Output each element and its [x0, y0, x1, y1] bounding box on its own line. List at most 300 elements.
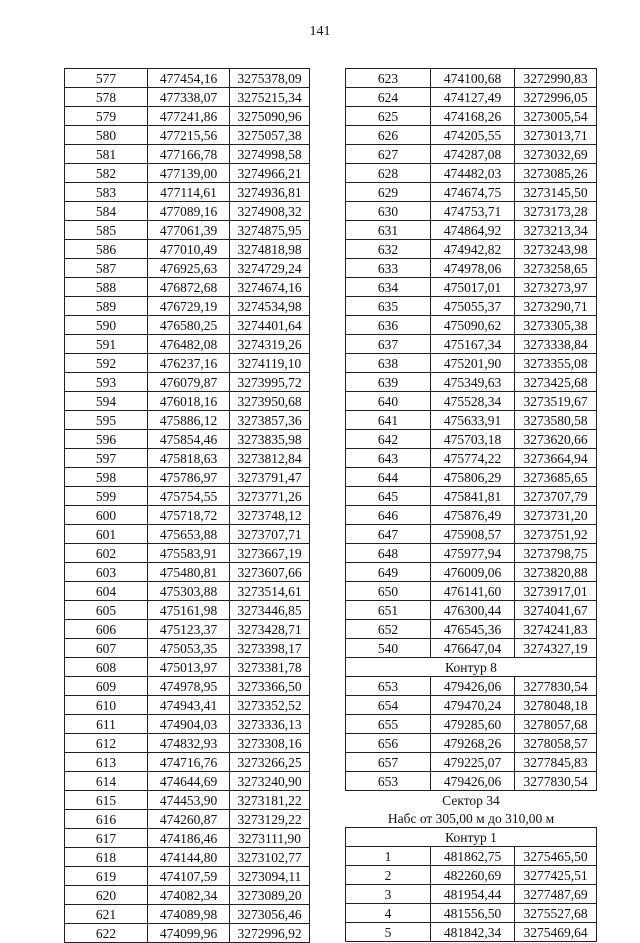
point-number-cell: 580 — [65, 126, 148, 145]
x-coordinate-cell: 474753,71 — [431, 202, 515, 221]
x-coordinate-cell: 474904,03 — [148, 715, 230, 734]
table-row — [65, 373, 310, 392]
point-number-cell: 656 — [346, 734, 431, 753]
y-coordinate-cell: 3272990,83 — [515, 69, 597, 88]
y-coordinate-cell: 3274818,98 — [230, 240, 310, 259]
y-coordinate-cell: 3273308,16 — [230, 734, 310, 753]
point-number-cell: 634 — [346, 278, 431, 297]
contour-8-header-row — [346, 658, 597, 677]
table-row — [65, 753, 310, 772]
point-number-cell: 583 — [65, 183, 148, 202]
y-coordinate-cell: 3274119,10 — [230, 354, 310, 373]
table-row — [65, 278, 310, 297]
point-number-cell: 620 — [65, 886, 148, 905]
point-number-cell: 638 — [346, 354, 431, 373]
x-coordinate-cell: 475703,18 — [431, 430, 515, 449]
x-coordinate-cell: 474089,98 — [148, 905, 230, 924]
page-number: 141 — [309, 24, 331, 39]
y-coordinate-cell: 3273305,38 — [515, 316, 597, 335]
table-row — [65, 848, 310, 867]
y-coordinate-cell: 3275527,68 — [515, 904, 597, 923]
y-coordinate-cell: 3274729,24 — [230, 259, 310, 278]
y-coordinate-cell: 3273032,69 — [515, 145, 597, 164]
y-coordinate-cell: 3273707,79 — [515, 487, 597, 506]
table-row — [65, 658, 310, 677]
x-coordinate-cell: 481862,75 — [431, 847, 515, 866]
x-coordinate-cell: 482260,69 — [431, 866, 515, 885]
table-row — [346, 904, 597, 923]
y-coordinate-cell: 3273514,61 — [230, 582, 310, 601]
x-coordinate-cell: 474644,69 — [148, 772, 230, 791]
y-coordinate-cell: 3277845,83 — [515, 753, 597, 772]
point-number-cell: 633 — [346, 259, 431, 278]
table-row — [346, 620, 597, 639]
point-number-cell: 582 — [65, 164, 148, 183]
y-coordinate-cell: 3273366,50 — [230, 677, 310, 696]
x-coordinate-cell: 475090,62 — [431, 316, 515, 335]
table-row — [346, 202, 597, 221]
point-number-cell: 611 — [65, 715, 148, 734]
table-row — [346, 183, 597, 202]
point-number-cell: 654 — [346, 696, 431, 715]
y-coordinate-cell: 3273240,90 — [230, 772, 310, 791]
x-coordinate-cell: 477010,49 — [148, 240, 230, 259]
x-coordinate-cell: 475774,22 — [431, 449, 515, 468]
table-row — [65, 88, 310, 107]
y-coordinate-cell: 3278048,18 — [515, 696, 597, 715]
x-coordinate-cell: 477215,56 — [148, 126, 230, 145]
x-coordinate-cell: 475053,35 — [148, 639, 230, 658]
table-row — [65, 183, 310, 202]
table-row — [65, 221, 310, 240]
table-row — [346, 88, 597, 107]
x-coordinate-cell: 479426,06 — [431, 772, 515, 791]
table-row — [346, 715, 597, 734]
x-coordinate-cell: 474978,06 — [431, 259, 515, 278]
table-row — [346, 582, 597, 601]
point-number-cell: 641 — [346, 411, 431, 430]
x-coordinate-cell: 477089,16 — [148, 202, 230, 221]
y-coordinate-cell: 3273085,26 — [515, 164, 597, 183]
x-coordinate-cell: 477241,86 — [148, 107, 230, 126]
x-coordinate-cell: 474168,26 — [431, 107, 515, 126]
point-number-cell: 606 — [65, 620, 148, 639]
x-coordinate-cell: 476545,36 — [431, 620, 515, 639]
y-coordinate-cell: 3278058,57 — [515, 734, 597, 753]
table-row — [65, 145, 310, 164]
x-coordinate-cell: 474260,87 — [148, 810, 230, 829]
x-coordinate-cell: 475908,57 — [431, 525, 515, 544]
table-row — [346, 221, 597, 240]
point-number-cell: 613 — [65, 753, 148, 772]
x-coordinate-cell: 481842,34 — [431, 923, 515, 942]
point-number-cell: 2 — [346, 866, 431, 885]
y-coordinate-cell: 3273620,66 — [515, 430, 597, 449]
table-row — [346, 107, 597, 126]
y-coordinate-cell: 3274966,21 — [230, 164, 310, 183]
x-coordinate-cell: 474832,93 — [148, 734, 230, 753]
table-row — [65, 506, 310, 525]
x-coordinate-cell: 477454,16 — [148, 69, 230, 88]
table-row — [65, 525, 310, 544]
x-coordinate-cell: 474099,96 — [148, 924, 230, 943]
x-coordinate-cell: 475167,34 — [431, 335, 515, 354]
table-row — [346, 866, 597, 885]
y-coordinate-cell: 3275215,34 — [230, 88, 310, 107]
x-coordinate-cell: 475977,94 — [431, 544, 515, 563]
table-row — [65, 734, 310, 753]
point-number-cell: 1 — [346, 847, 431, 866]
y-coordinate-cell: 3273338,84 — [515, 335, 597, 354]
x-coordinate-cell: 474082,34 — [148, 886, 230, 905]
table-row — [346, 544, 597, 563]
point-number-cell: 642 — [346, 430, 431, 449]
y-coordinate-cell: 3273751,92 — [515, 525, 597, 544]
point-number-cell: 653 — [346, 772, 431, 791]
table-row — [65, 354, 310, 373]
x-coordinate-cell: 474453,90 — [148, 791, 230, 810]
y-coordinate-cell: 3273771,26 — [230, 487, 310, 506]
table-row — [346, 601, 597, 620]
table-row — [346, 487, 597, 506]
point-number-cell: 591 — [65, 335, 148, 354]
point-number-cell: 615 — [65, 791, 148, 810]
point-number-cell: 636 — [346, 316, 431, 335]
table-row — [65, 696, 310, 715]
x-coordinate-cell: 476482,08 — [148, 335, 230, 354]
table-row — [346, 69, 597, 88]
y-coordinate-cell: 3274319,26 — [230, 335, 310, 354]
y-coordinate-cell: 3273428,71 — [230, 620, 310, 639]
point-number-cell: 631 — [346, 221, 431, 240]
y-coordinate-cell: 3275469,64 — [515, 923, 597, 942]
point-number-cell: 599 — [65, 487, 148, 506]
x-coordinate-cell: 474943,41 — [148, 696, 230, 715]
point-number-cell: 637 — [346, 335, 431, 354]
y-coordinate-cell: 3273355,08 — [515, 354, 597, 373]
point-number-cell: 649 — [346, 563, 431, 582]
y-coordinate-cell: 3273820,88 — [515, 563, 597, 582]
point-number-cell: 589 — [65, 297, 148, 316]
point-number-cell: 4 — [346, 904, 431, 923]
point-number-cell: 622 — [65, 924, 148, 943]
table-row — [346, 639, 597, 658]
x-coordinate-cell: 474287,08 — [431, 145, 515, 164]
x-coordinate-cell: 476925,63 — [148, 259, 230, 278]
point-number-cell: 602 — [65, 544, 148, 563]
point-number-cell: 647 — [346, 525, 431, 544]
x-coordinate-cell: 475480,81 — [148, 563, 230, 582]
table-row — [65, 582, 310, 601]
x-coordinate-cell: 479268,26 — [431, 734, 515, 753]
table-row — [65, 715, 310, 734]
table-row — [346, 259, 597, 278]
x-coordinate-cell: 475886,12 — [148, 411, 230, 430]
point-number-cell: 593 — [65, 373, 148, 392]
point-number-cell: 597 — [65, 449, 148, 468]
x-coordinate-cell: 476729,19 — [148, 297, 230, 316]
point-number-cell: 540 — [346, 639, 431, 658]
x-coordinate-cell: 476141,60 — [431, 582, 515, 601]
table-row — [65, 772, 310, 791]
table-row — [346, 411, 597, 430]
point-number-cell: 578 — [65, 88, 148, 107]
x-coordinate-cell: 476647,04 — [431, 639, 515, 658]
point-number-cell: 619 — [65, 867, 148, 886]
point-number-cell: 601 — [65, 525, 148, 544]
table-row — [346, 430, 597, 449]
y-coordinate-cell: 3273707,71 — [230, 525, 310, 544]
y-coordinate-cell: 3273398,17 — [230, 639, 310, 658]
y-coordinate-cell: 3273950,68 — [230, 392, 310, 411]
y-coordinate-cell: 3273917,01 — [515, 582, 597, 601]
point-number-cell: 652 — [346, 620, 431, 639]
table-row — [65, 829, 310, 848]
point-number-cell: 581 — [65, 145, 148, 164]
table-row — [346, 772, 597, 791]
y-coordinate-cell: 3275465,50 — [515, 847, 597, 866]
y-coordinate-cell: 3275090,96 — [230, 107, 310, 126]
x-coordinate-cell: 474127,49 — [431, 88, 515, 107]
point-number-cell: 3 — [346, 885, 431, 904]
contour-1-header: Контур 1 — [346, 828, 597, 847]
x-coordinate-cell: 474100,68 — [431, 69, 515, 88]
x-coordinate-cell: 476079,87 — [148, 373, 230, 392]
point-number-cell: 5 — [346, 923, 431, 942]
table-row — [346, 145, 597, 164]
x-coordinate-cell: 481954,44 — [431, 885, 515, 904]
y-coordinate-cell: 3273995,72 — [230, 373, 310, 392]
table-row — [65, 620, 310, 639]
y-coordinate-cell: 3273181,22 — [230, 791, 310, 810]
table-row — [65, 924, 310, 943]
point-number-cell: 635 — [346, 297, 431, 316]
y-coordinate-cell: 3273173,28 — [515, 202, 597, 221]
table-row — [65, 449, 310, 468]
point-number-cell: 632 — [346, 240, 431, 259]
x-coordinate-cell: 477338,07 — [148, 88, 230, 107]
x-coordinate-cell: 474864,92 — [431, 221, 515, 240]
x-coordinate-cell: 475349,63 — [431, 373, 515, 392]
y-coordinate-cell: 3273352,52 — [230, 696, 310, 715]
table-row — [65, 259, 310, 278]
table-row — [65, 411, 310, 430]
x-coordinate-cell: 475055,37 — [431, 297, 515, 316]
y-coordinate-cell: 3273857,36 — [230, 411, 310, 430]
y-coordinate-cell: 3273381,78 — [230, 658, 310, 677]
y-coordinate-cell: 3277830,54 — [515, 677, 597, 696]
y-coordinate-cell: 3273519,67 — [515, 392, 597, 411]
point-number-cell: 610 — [65, 696, 148, 715]
height-range-label-row — [346, 809, 597, 828]
point-number-cell: 626 — [346, 126, 431, 145]
point-number-cell: 653 — [346, 677, 431, 696]
table-row — [346, 734, 597, 753]
x-coordinate-cell: 475123,37 — [148, 620, 230, 639]
table-row — [346, 240, 597, 259]
table-row — [65, 107, 310, 126]
x-coordinate-cell: 475718,72 — [148, 506, 230, 525]
table-row — [65, 544, 310, 563]
y-coordinate-cell: 3272996,05 — [515, 88, 597, 107]
table-row — [346, 468, 597, 487]
point-number-cell: 614 — [65, 772, 148, 791]
sector-34-header-row — [346, 791, 597, 810]
y-coordinate-cell: 3274534,98 — [230, 297, 310, 316]
table-row — [65, 601, 310, 620]
point-number-cell: 592 — [65, 354, 148, 373]
point-number-cell: 644 — [346, 468, 431, 487]
point-number-cell: 623 — [346, 69, 431, 88]
x-coordinate-cell: 474107,59 — [148, 867, 230, 886]
x-coordinate-cell: 477166,78 — [148, 145, 230, 164]
table-row — [65, 791, 310, 810]
y-coordinate-cell: 3273213,34 — [515, 221, 597, 240]
table-row — [65, 639, 310, 658]
y-coordinate-cell: 3273685,65 — [515, 468, 597, 487]
table-row — [346, 696, 597, 715]
point-number-cell: 624 — [346, 88, 431, 107]
table-row — [65, 126, 310, 145]
x-coordinate-cell: 475303,88 — [148, 582, 230, 601]
x-coordinate-cell: 475201,90 — [431, 354, 515, 373]
point-number-cell: 650 — [346, 582, 431, 601]
table-row — [346, 753, 597, 772]
point-number-cell: 585 — [65, 221, 148, 240]
point-number-cell: 648 — [346, 544, 431, 563]
x-coordinate-cell: 475161,98 — [148, 601, 230, 620]
point-number-cell: 595 — [65, 411, 148, 430]
x-coordinate-cell: 477139,00 — [148, 164, 230, 183]
x-coordinate-cell: 476872,68 — [148, 278, 230, 297]
right-coordinates-table — [345, 68, 597, 942]
x-coordinate-cell: 479426,06 — [431, 677, 515, 696]
point-number-cell: 594 — [65, 392, 148, 411]
point-number-cell: 600 — [65, 506, 148, 525]
y-coordinate-cell: 3273089,20 — [230, 886, 310, 905]
table-row — [346, 449, 597, 468]
y-coordinate-cell: 3274401,64 — [230, 316, 310, 335]
y-coordinate-cell: 3273013,71 — [515, 126, 597, 145]
x-coordinate-cell: 475818,63 — [148, 449, 230, 468]
y-coordinate-cell: 3277487,69 — [515, 885, 597, 904]
y-coordinate-cell: 3273664,94 — [515, 449, 597, 468]
point-number-cell: 639 — [346, 373, 431, 392]
point-number-cell: 586 — [65, 240, 148, 259]
y-coordinate-cell: 3275378,09 — [230, 69, 310, 88]
point-number-cell: 629 — [346, 183, 431, 202]
y-coordinate-cell: 3273835,98 — [230, 430, 310, 449]
point-number-cell: 657 — [346, 753, 431, 772]
point-number-cell: 603 — [65, 563, 148, 582]
y-coordinate-cell: 3274041,67 — [515, 601, 597, 620]
point-number-cell: 605 — [65, 601, 148, 620]
y-coordinate-cell: 3272996,92 — [230, 924, 310, 943]
table-row — [65, 867, 310, 886]
point-number-cell: 604 — [65, 582, 148, 601]
point-number-cell: 598 — [65, 468, 148, 487]
y-coordinate-cell: 3273336,13 — [230, 715, 310, 734]
point-number-cell: 630 — [346, 202, 431, 221]
x-coordinate-cell: 475786,97 — [148, 468, 230, 487]
y-coordinate-cell: 3274875,95 — [230, 221, 310, 240]
y-coordinate-cell: 3273731,20 — [515, 506, 597, 525]
y-coordinate-cell: 3278057,68 — [515, 715, 597, 734]
x-coordinate-cell: 479285,60 — [431, 715, 515, 734]
table-row — [346, 923, 597, 942]
table-row — [346, 392, 597, 411]
height-range-label: Набс от 305,00 м до 310,00 м — [387, 810, 555, 826]
x-coordinate-cell: 475633,91 — [431, 411, 515, 430]
point-number-cell: 577 — [65, 69, 148, 88]
contour-8-header: Контур 8 — [346, 658, 597, 677]
table-row — [346, 525, 597, 544]
x-coordinate-cell: 474205,55 — [431, 126, 515, 145]
x-coordinate-cell: 475583,91 — [148, 544, 230, 563]
point-number-cell: 612 — [65, 734, 148, 753]
point-number-cell: 627 — [346, 145, 431, 164]
y-coordinate-cell: 3273145,50 — [515, 183, 597, 202]
y-coordinate-cell: 3277425,51 — [515, 866, 597, 885]
y-coordinate-cell: 3273667,19 — [230, 544, 310, 563]
x-coordinate-cell: 476018,16 — [148, 392, 230, 411]
y-coordinate-cell: 3277830,54 — [515, 772, 597, 791]
x-coordinate-cell: 474482,03 — [431, 164, 515, 183]
x-coordinate-cell: 476300,44 — [431, 601, 515, 620]
table-row — [65, 297, 310, 316]
table-row — [65, 468, 310, 487]
x-coordinate-cell: 474144,80 — [148, 848, 230, 867]
x-coordinate-cell: 475754,55 — [148, 487, 230, 506]
y-coordinate-cell: 3274674,16 — [230, 278, 310, 297]
table-row — [346, 506, 597, 525]
x-coordinate-cell: 474716,76 — [148, 753, 230, 772]
y-coordinate-cell: 3274998,58 — [230, 145, 310, 164]
x-coordinate-cell: 476237,16 — [148, 354, 230, 373]
table-row — [346, 297, 597, 316]
left-coordinates-table — [64, 68, 310, 943]
x-coordinate-cell: 475841,81 — [431, 487, 515, 506]
x-coordinate-cell: 477061,39 — [148, 221, 230, 240]
point-number-cell: 628 — [346, 164, 431, 183]
table-row — [65, 202, 310, 221]
y-coordinate-cell: 3273748,12 — [230, 506, 310, 525]
table-row — [65, 335, 310, 354]
table-row — [346, 354, 597, 373]
x-coordinate-cell: 475528,34 — [431, 392, 515, 411]
x-coordinate-cell: 475653,88 — [148, 525, 230, 544]
y-coordinate-cell: 3273446,85 — [230, 601, 310, 620]
point-number-cell: 646 — [346, 506, 431, 525]
x-coordinate-cell: 474674,75 — [431, 183, 515, 202]
y-coordinate-cell: 3273290,71 — [515, 297, 597, 316]
x-coordinate-cell: 474942,82 — [431, 240, 515, 259]
x-coordinate-cell: 481556,50 — [431, 904, 515, 923]
point-number-cell: 617 — [65, 829, 148, 848]
point-number-cell: 609 — [65, 677, 148, 696]
y-coordinate-cell: 3273580,58 — [515, 411, 597, 430]
y-coordinate-cell: 3274241,83 — [515, 620, 597, 639]
table-row — [346, 164, 597, 183]
table-row — [65, 164, 310, 183]
table-row — [65, 905, 310, 924]
x-coordinate-cell: 479470,24 — [431, 696, 515, 715]
point-number-cell: 645 — [346, 487, 431, 506]
point-number-cell: 584 — [65, 202, 148, 221]
x-coordinate-cell: 475013,97 — [148, 658, 230, 677]
x-coordinate-cell: 476580,25 — [148, 316, 230, 335]
table-row — [65, 69, 310, 88]
